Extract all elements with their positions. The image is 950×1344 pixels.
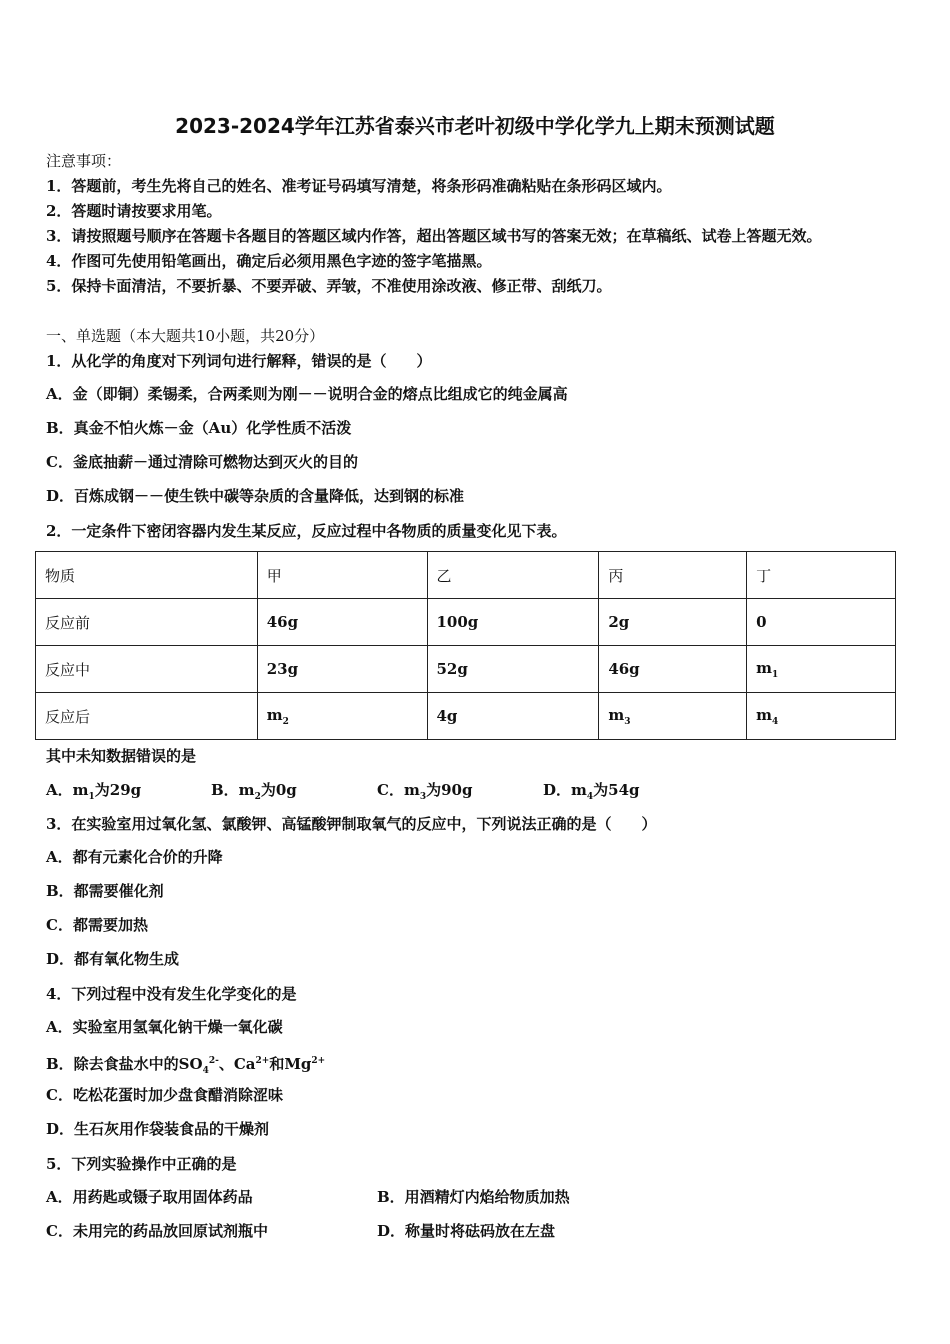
table-header-cell: 物质 <box>36 552 258 599</box>
q1-option-d: D．百炼成钢－－使生铁中碳等杂质的含量降低，达到钢的标准 <box>46 487 465 505</box>
q3-option-a: A．都有元素化合价的升降 <box>46 848 223 866</box>
table-header-cell: 甲 <box>257 552 427 599</box>
q4-option-b: B．除去食盐水中的$SO_4^{2-}$、$Ca^{2+}$和$Mg^{2+}$ <box>46 1055 326 1076</box>
table-header-row <box>36 552 896 599</box>
q1-option-a: A．金（即铜）柔锡柔，合两柔则为刚－－说明合金的熔点比组成它的纯金属高 <box>46 385 568 403</box>
cell-subscript: 4 <box>772 716 779 727</box>
q3-option-d: D．都有氧化物生成 <box>46 950 180 968</box>
cell-var: m <box>756 658 773 677</box>
cell-var: m <box>266 705 283 724</box>
table-cell: 23g <box>257 646 427 693</box>
cell-var: m <box>756 705 773 724</box>
table-header-cell: 乙 <box>427 552 599 599</box>
cell-subscript: 1 <box>772 669 779 680</box>
cell-var: m <box>608 705 625 724</box>
notice-item-2: 2．答题时请按要求用笔。 <box>46 202 222 220</box>
q4-option-a: A．实验室用氢氧化钠干燥一氧化碳 <box>46 1018 283 1036</box>
q3-option-c: C．都需要加热 <box>46 916 148 934</box>
q2-option-b: B．$m_2$为0g <box>211 781 297 802</box>
table-row <box>36 646 896 693</box>
q2-option-c: C．$m_3$为90g <box>377 781 473 802</box>
table-cell <box>599 693 747 740</box>
table-cell: 反应后 <box>36 693 258 740</box>
table-cell: 46g <box>257 599 427 646</box>
section-heading: 一、单选题（本大题共10小题，共20分） <box>46 327 325 345</box>
table-cell <box>747 693 896 740</box>
notice-item-5: 5．保持卡面清洁，不要折暴、不要弄破、弄皱，不准使用涂改液、修正带、刮纸刀。 <box>46 277 612 295</box>
table-header-cell: 丙 <box>599 552 747 599</box>
q5-stem: 5．下列实验操作中正确的是 <box>46 1155 237 1173</box>
table-row <box>36 599 896 646</box>
q2-option-d: D．$m_4$为54g <box>543 781 640 802</box>
q1-option-c: C．釜底抽薪－通过清除可燃物达到灭火的目的 <box>46 453 358 471</box>
notice-item-4: 4．作图可先使用铅笔画出，确定后必须用黑色字迹的签字笔描黑。 <box>46 252 492 270</box>
table-cell <box>257 693 427 740</box>
table-cell: 0 <box>747 599 896 646</box>
q5-option-d: D．称量时将砝码放在左盘 <box>377 1222 556 1240</box>
q5-option-a: A．用药匙或镊子取用固体药品 <box>46 1188 253 1206</box>
table-row <box>36 693 896 740</box>
notice-item-1: 1．答题前，考生先将自己的姓名、准考证号码填写清楚，将条形码准确粘贴在条形码区域内。 <box>46 177 672 195</box>
q5-option-b: B．用酒精灯内焰给物质加热 <box>377 1188 570 1206</box>
q4-option-c: C．吃松花蛋时加少盘食醋消除涩味 <box>46 1086 283 1104</box>
q2-option-a: A．$m_1$为29g <box>46 781 142 802</box>
table-cell <box>747 646 896 693</box>
q3-option-b: B．都需要催化剂 <box>46 882 164 900</box>
q1-option-b: B．真金不怕火炼－金（Au）化学性质不活泼 <box>46 419 352 437</box>
table-cell: 4g <box>427 693 599 740</box>
table-cell: 反应中 <box>36 646 258 693</box>
table-cell: 反应前 <box>36 599 258 646</box>
page-title: 2023-2024学年江苏省泰兴市老叶初级中学化学九上期末预测试题 <box>175 114 775 138</box>
q4-option-d: D．生石灰用作袋装食品的干燥剂 <box>46 1120 270 1138</box>
table-cell: 2g <box>599 599 747 646</box>
q2-followup: 其中未知数据错误的是 <box>46 747 197 765</box>
notice-heading: 注意事项： <box>46 152 122 170</box>
table-cell: 100g <box>427 599 599 646</box>
q1-stem: 1．从化学的角度对下列词句进行解释，错误的是（ ） <box>46 352 432 370</box>
table-cell: 46g <box>599 646 747 693</box>
q3-stem: 3．在实验室用过氧化氢、氯酸钾、高锰酸钾制取氧气的反应中，下列说法正确的是（ ） <box>46 815 657 833</box>
mass-change-table <box>35 551 896 740</box>
table-cell: 52g <box>427 646 599 693</box>
cell-subscript: 2 <box>282 716 289 727</box>
q5-option-c: C．未用完的药品放回原试剂瓶中 <box>46 1222 268 1240</box>
notice-item-3: 3．请按照题号顺序在答题卡各题目的答题区域内作答，超出答题区域书写的答案无效；在草稿纸、试卷上答题无效。 <box>46 227 822 245</box>
q4-stem: 4．下列过程中没有发生化学变化的是 <box>46 985 297 1003</box>
table-header-cell: 丁 <box>747 552 896 599</box>
cell-subscript: 3 <box>624 716 631 727</box>
q2-stem: 2．一定条件下密闭容器内发生某反应，反应过程中各物质的质量变化见下表。 <box>46 522 567 540</box>
